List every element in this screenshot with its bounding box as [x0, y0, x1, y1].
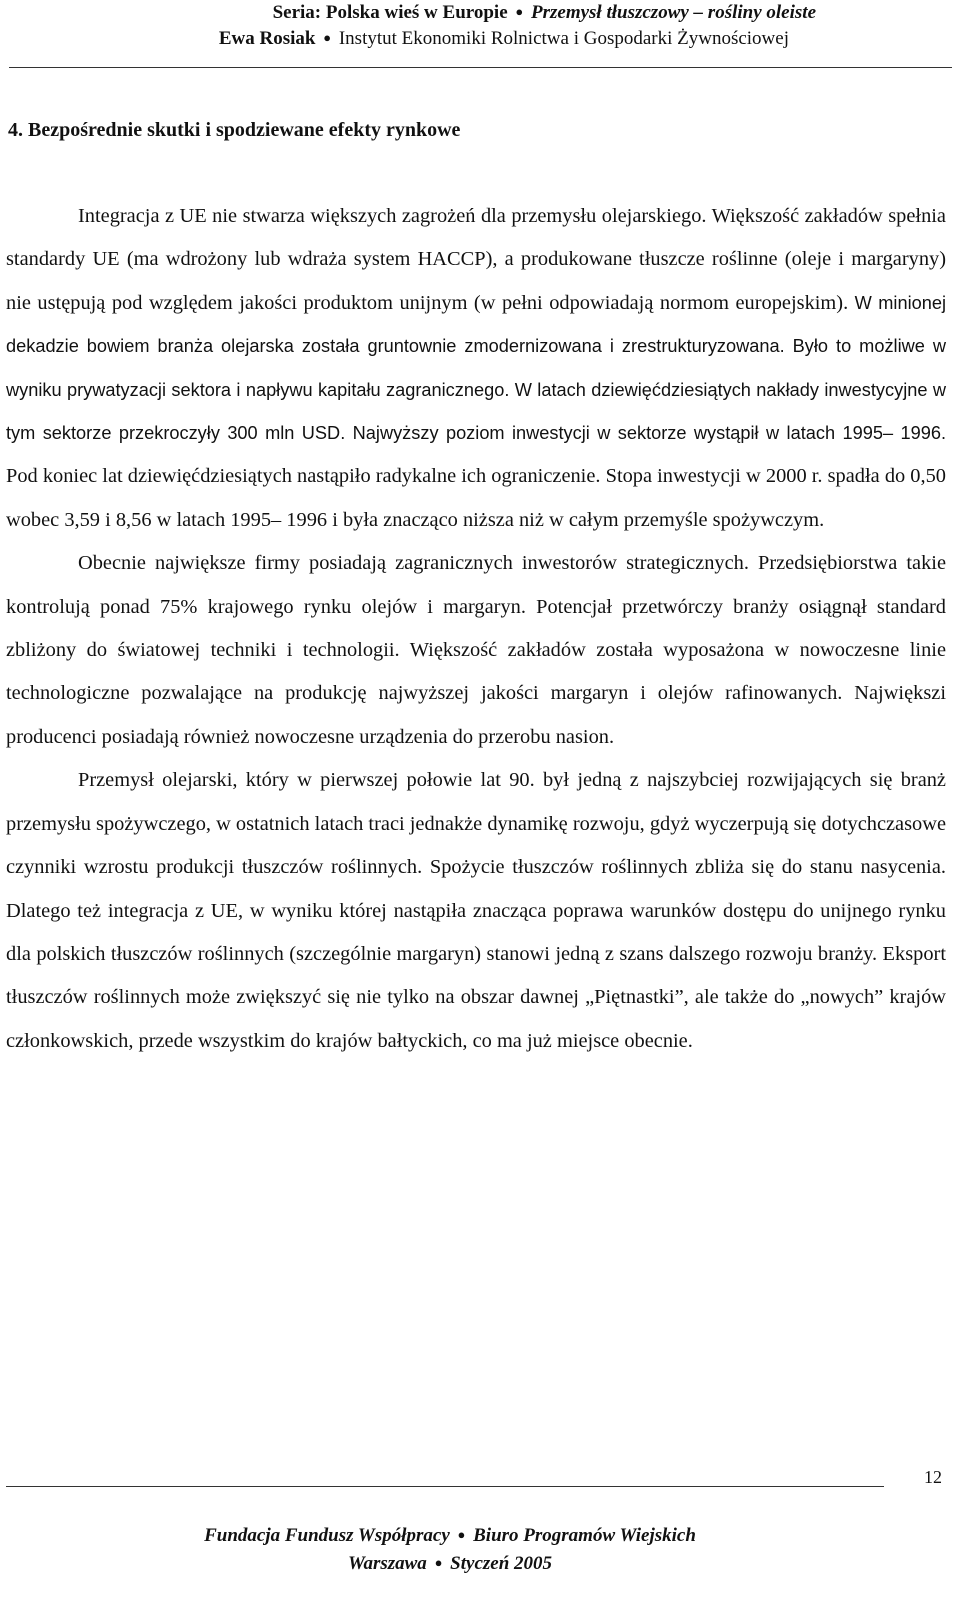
series-topic: Przemysł tłuszczowy – rośliny oleiste [531, 2, 816, 23]
paragraph-1-part-3: Pod koniec lat dziewięćdziesiątych nastąpiło radykalne ich ograniczenie. Stopa inwestycji w 2000 r. spadła do 0,50 wobec 3,59 i 8,56 w latach 1995– 1996 i była znacząco niższa niż w całym przemyśle spożywczym. [6, 465, 946, 531]
section-title: 4. Bezpośrednie skutki i spodziewane efekty rynkowe [8, 119, 461, 141]
bullet-icon: ● [434, 1555, 443, 1570]
page-number: 12 [924, 1467, 942, 1487]
footer-city: Warszawa [347, 1553, 427, 1574]
footer-place-date-line [0, 1553, 900, 1575]
bullet-icon: ● [323, 30, 332, 45]
series-label: Seria: Polska wieś w Europie [272, 2, 508, 23]
foundation-name: Fundacja Fundusz Współpracy [204, 1525, 450, 1546]
paragraph-1-part-2: W minionej dekadzie bowiem branża olejarska została gruntownie zmodernizowana i zrestrukturyzowana. Było to możliwe w wyniku prywatyzacji sektora i napływu kapitału zagranicznego. W latach dziewięćdziesiątych nakłady inwestycyjne w tym sektorze przekroczyły 300 mln USD. Najwyższy poziom inwestycji w sektorze wystąpił w latach 1995– 1996. [6, 292, 946, 444]
author-name: Ewa Rosiak [218, 28, 316, 49]
paragraph-1-part-1: Integracja z UE nie stwarza większych zagrożeń dla przemysłu olejarskiego. Większość zakładów spełnia standardy UE (ma wdrożony lub wdraża system HACCP), a produkowane tłuszcze roślinne (oleje i margaryny) nie ustępują pod względem jakości produktom unijnym (w pełni odpowiadają normom europejskim). [6, 205, 946, 314]
page-header [0, 0, 960, 70]
paragraph-3: Przemysł olejarski, który w pierwszej połowie lat 90. był jedną z najszybciej rozwijających się branż przemysłu spożywczego, w ostatnich latach traci jednakże dynamikę rozwoju, gdyż wyczerpują się dotychczasowe czynniki wzrostu produkcji tłuszczów roślinnych. Spożycie tłuszczów roślinnych zbliża się do stanu nasycenia. Dlatego też integracja z UE, w wyniku której nastąpiła znacząca poprawa warunków dostępu do unijnego rynku dla polskich tłuszczów roślinnych (szczególnie margaryn) stanowi jedną z szans dalszego rozwoju branży. Eksport tłuszczów roślinnych może zwiększyć się nie tylko na obszar dawnej „Piętnastki”, ale także do „nowych” krajów członkowskich, przede wszystkim do krajów bałtyckich, co ma już miejsce obecnie. [6, 769, 946, 1052]
header-series-line [0, 2, 960, 24]
office-name: Biuro Programów Wiejskich [473, 1525, 696, 1546]
paragraph-2: Obecnie największe firmy posiadają zagranicznych inwestorów strategicznych. Przedsiębiorstwa takie kontrolują ponad 75% krajowego rynku olejów i margaryn. Potencjał przetwórczy branży osiągnął standard zbliżony do światowej techniki i technologii. Większość zakładów została wyposażona w nowoczesne linie technologiczne pozwalające na produkcję najwyższej jakości margaryn i olejów rafinowanych. Największi producenci posiadają również nowoczesne urządzenia do przerobu nasion. [6, 552, 946, 748]
paragraph-1 [6, 195, 946, 542]
header-author-line [0, 28, 960, 50]
footer-divider [6, 1486, 884, 1487]
footer-organization-line [0, 1525, 900, 1547]
bullet-icon: ● [515, 4, 524, 19]
header-divider [9, 67, 952, 68]
footer-date: Styczeń 2005 [450, 1553, 553, 1574]
institute-name: Instytut Ekonomiki Rolnictwa i Gospodarki Żywnościowej [338, 28, 789, 49]
body-text [6, 195, 946, 1063]
bullet-icon: ● [457, 1527, 466, 1542]
